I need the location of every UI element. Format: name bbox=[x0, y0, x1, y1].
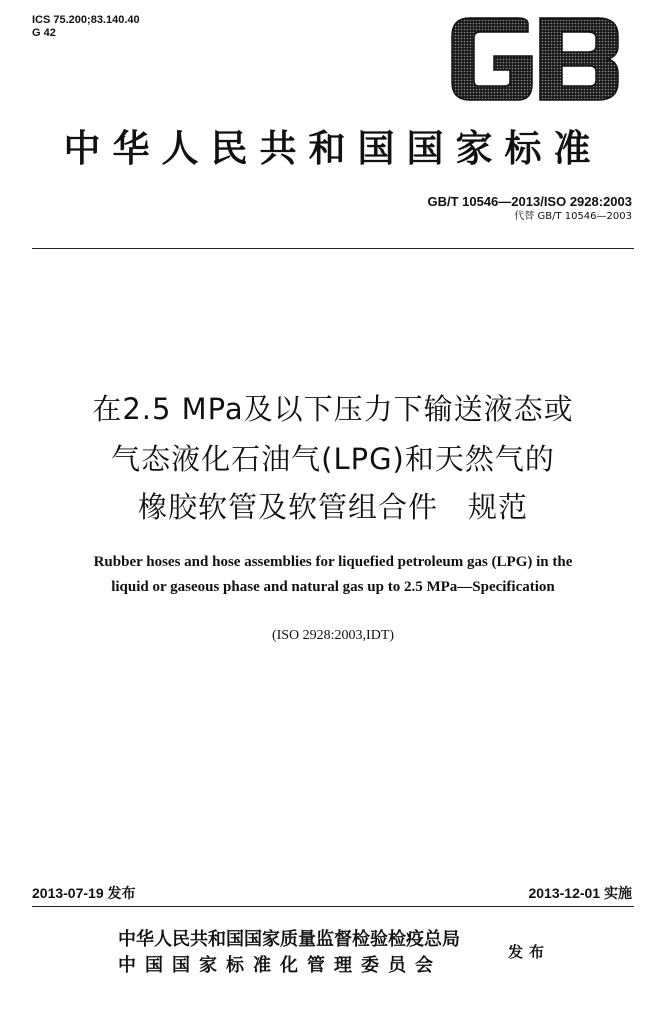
publisher-line-1: 中华人民共和国国家质量监督检验检疫总局 bbox=[118, 929, 460, 950]
title-cn-line-3: 橡胶软管及软管组合件 规范 bbox=[137, 490, 528, 524]
ccs-code: G 42 bbox=[32, 27, 56, 39]
national-standard-title: 中华人民共和国国家标准 bbox=[63, 126, 603, 170]
replaces-standard: 代替 GB/T 10546—2003 bbox=[514, 211, 632, 222]
issue-date: 2013-07-19 发布 bbox=[32, 885, 136, 901]
bottom-divider bbox=[32, 906, 634, 907]
ics-code: ICS 75.200;83.140.40 bbox=[32, 14, 140, 26]
top-divider bbox=[32, 248, 634, 249]
publish-label: 发布 bbox=[508, 943, 551, 961]
title-cn-line-1: 在2.5 MPa及以下压力下输送液态或 bbox=[92, 392, 574, 426]
title-en-line-1: Rubber hoses and hose assemblies for liquefied petroleum gas (LPG) in the bbox=[93, 554, 573, 570]
standard-number: GB/T 10546—2013/ISO 2928:2003 bbox=[427, 194, 632, 209]
publisher-line-2: 中国国家标准化管理委员会 bbox=[118, 955, 442, 976]
title-cn-line-2: 气态液化石油气(LPG)和天然气的 bbox=[111, 442, 555, 476]
implementation-date: 2013-12-01 实施 bbox=[528, 885, 632, 901]
title-en-line-2: liquid or gaseous phase and natural gas up to 2.5 MPa—Specification bbox=[111, 579, 555, 595]
gb-logo bbox=[448, 16, 620, 102]
classification-codes bbox=[32, 14, 140, 40]
iso-reference: (ISO 2928:2003,IDT) bbox=[271, 628, 395, 643]
